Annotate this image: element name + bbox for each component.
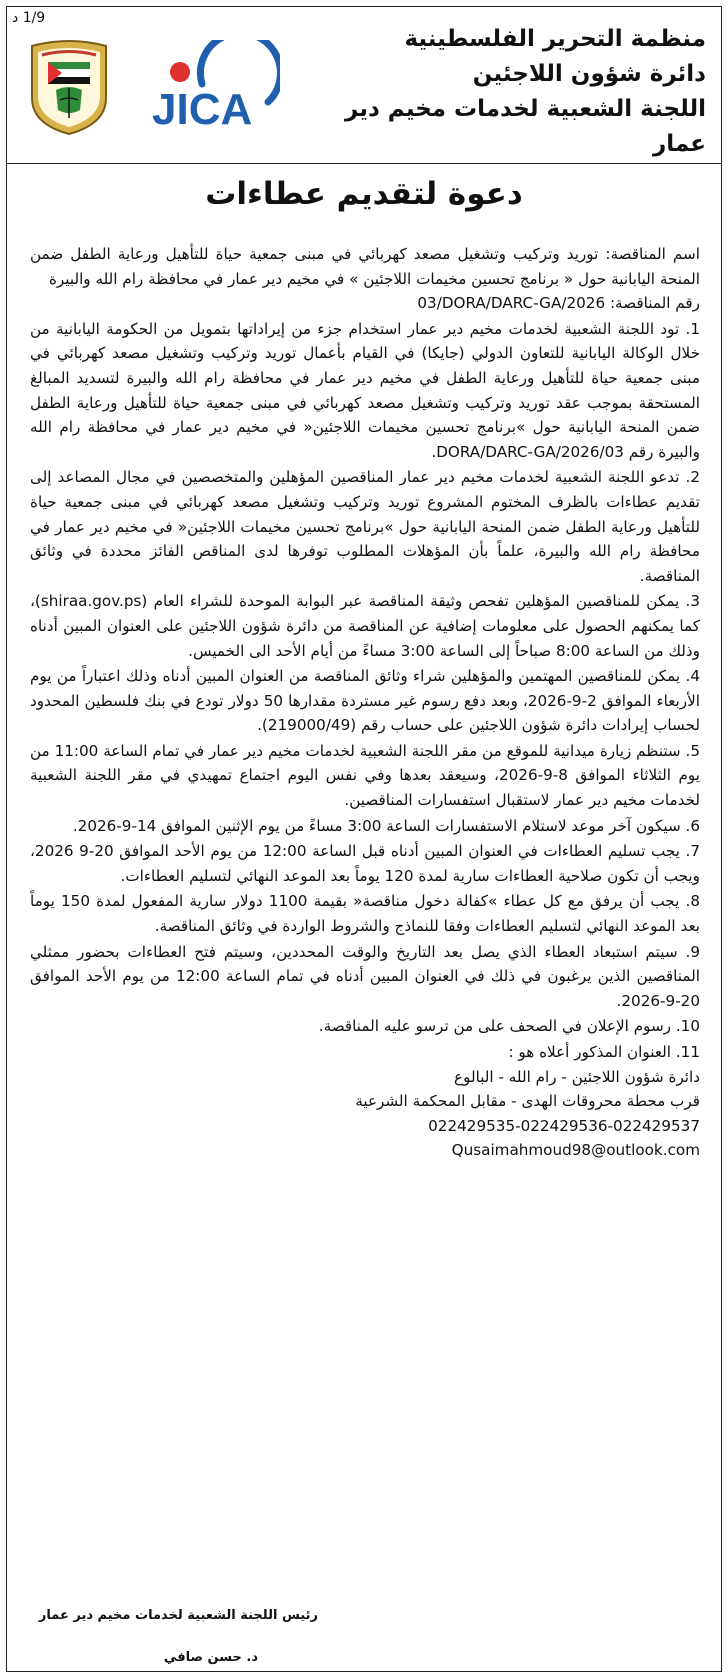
clause-5: 5. ستنظم زيارة ميدانية للموقع من مقر اللجنة الشعبية لخدمات مخيم دير عمار في تمام الساعة 11:00 من يوم الثلاثاء الموافق 8-9-2026، وسيعقد بعدها وفي نفس اليوم اجتماع تمهيدي في مقر اللجنة الشعبية لخدمات مخيم دير عمار لاستقبال استفسارات المناقصين. xyxy=(30,741,700,810)
clause-8: 8. يجب أن يرفق مع كل عطاء »كفالة دخول مناقصة« بقيمة 1100 دولار سارية المفعول لمدة 150 يوماً بعد الموعد النهائي لتسليم العطاءات وفقا للنماذج والشروط الواردة في وثائق المناقصة. xyxy=(30,892,700,936)
address-phones: 022429535-022429536-022429537 xyxy=(428,1116,700,1135)
tender-number: 03/DORA/DARC-GA/2026 xyxy=(417,294,606,313)
clause-7: 7. يجب تسليم العطاءات في العنوان المبين أدناه قبل الساعة 12:00 من يوم الأحد الموافق 20-9 2026، ويجب أن تكون صلاحية العطاءات سارية لمدة 120 يوماً بعد الموعد النهائي لتسليم العطاءات. xyxy=(30,842,701,885)
address-email[interactable]: Qusaimahmoud98@outlook.com xyxy=(451,1141,700,1160)
clause-9: 9. سيتم استبعاد العطاء الذي يصل بعد التاريخ والوقت المحددين، وسيتم فتح العطاءات بحضور ممثلي المناقصين الذين يرغبون في ذلك في العنوان المبين أدناه في تمام الساعة 12:00 من يوم الأحد الموافق 20-9-2026. xyxy=(30,942,701,1010)
tender-name: اسم المناقصة: توريد وتركيب وتشغيل مصعد كهربائي في مبنى جمعية حياة للتأهيل ورعاية الطفل ضمن المنحة اليابانية حول « برنامج تحسين مخيمات اللاجئين » في مخيم دير عمار في محافظة رام الله والبيرة xyxy=(30,245,700,288)
clause-1: 1. تود اللجنة الشعبية لخدمات مخيم دير عمار استخدام جزء من إيراداتها بتمويل من الحكومة اليابانية من خلال الوكالة اليابانية للتعاون الدولي (جايكا) في القيام بأعمال توريد وتركيب وتشغيل مصعد كهربائي في مبنى جمعية حياة للتأهيل ورعاية الطفل في مخيم دير عمار في محافظة رام الله والبيرة لتسديد المبالغ المستحقة بموجب عقد توريد وتركيب وتشغيل مصعد كهربائي في مبنى جمعية حياة للتأهيل ورعاية الطفل ضمن المنحة اليابانية حول »برنامج تحسين مخيمات اللاجئين« في مخيم دير عمار في محافظة رام الله والبيرة رقم 03/DORA/DARC-GA/2026. xyxy=(30,319,700,461)
address-line-2: قرب محطة محروقات الهدى - مقابل المحكمة الشرعية xyxy=(355,1092,700,1111)
document-body xyxy=(30,242,700,1163)
clause-10: 10. رسوم الإعلان في الصحف على من ترسو عليه المناقصة. xyxy=(318,1017,700,1036)
tender-number-line xyxy=(30,291,700,316)
clause-2: 2. تدعو اللجنة الشعبية لخدمات مخيم دير عمار المناقصين المؤهلين والمتخصصين في مجال المصاعد إلى تقديم عطاءات بالظرف المختوم المشروع توريد وتركيب وتشغيل مصعد كهربائي في مبنى جمعية حياة للتأهيل ورعاية الطفل ضمن المنحة اليابانية حول »برنامج تحسين مخيمات اللاجئين« في مخيم دير عمار في محافظة رام الله والبيرة، علماً بأن المؤهلات المطلوب توفرها لدى المناقص الفائز محددة في وثائق المناقصة. xyxy=(30,468,700,585)
jica-logo xyxy=(150,40,280,140)
jica-logo-icon xyxy=(150,40,280,140)
clause-3: 3. يمكن للمناقصين المؤهلين تفحص وثيقة المناقصة عبر البوابة الموحدة للشراء العام (shiraa.gov.ps)، كما يمكنهم الحصول على معلومات إضافية عن المناقصة من دائرة شؤون اللاجئين على العنوان المبين أدناه وذلك من الساعة 8:00 صباحاً إلى الساعة 3:00 مساءً من أيام الأحد الى الخميس. xyxy=(30,592,700,660)
header-committee: اللجنة الشعبية لخدمات مخيم دير عمار xyxy=(345,96,706,157)
tender-number-label: رقم المناقصة: xyxy=(609,294,700,313)
clause-11: 11. العنوان المذكور أعلاه هو : xyxy=(508,1043,700,1061)
clause-6: 6. سيكون آخر موعد لاستلام الاستفسارات الساعة 3:00 مساءً من يوم الإثنين الموافق 14-9-2026. xyxy=(72,816,700,835)
jica-logo-text: JICA xyxy=(152,85,253,134)
signature-title: رئيس اللجنة الشعبية لخدمات مخيم دير عمار xyxy=(38,1608,318,1623)
header-department: دائرة شؤون اللاجئين xyxy=(472,61,706,87)
document-title: دعوة لتقديم عطاءات xyxy=(205,176,523,212)
plo-emblem-logo xyxy=(26,38,112,136)
page-number: 1/9 د xyxy=(12,10,46,26)
header-org-name: منظمة التحرير الفلسطينية xyxy=(404,26,706,52)
header xyxy=(286,22,706,162)
plo-emblem-icon xyxy=(26,38,112,136)
signature-name: د. حسن صافي xyxy=(163,1650,258,1665)
signature-block xyxy=(39,1602,318,1672)
address-line-1: دائرة شؤون اللاجئين - رام الله - البالوع xyxy=(454,1067,700,1086)
clause-4: 4. يمكن للمناقصين المهتمين والمؤهلين شراء وثائق المناقصة من العنوان المبين أدناه وذلك اعتباراً من يوم الأربعاء الموافق 2-9-2026، وبعد دفع رسوم غير مستردة مقدارها 50 دولار تودع في بنك فلسطين المحدود لحساب إيرادات دائرة شؤون اللاجئين على حساب رقم (219000/49). xyxy=(30,667,700,735)
header-divider xyxy=(6,163,722,164)
